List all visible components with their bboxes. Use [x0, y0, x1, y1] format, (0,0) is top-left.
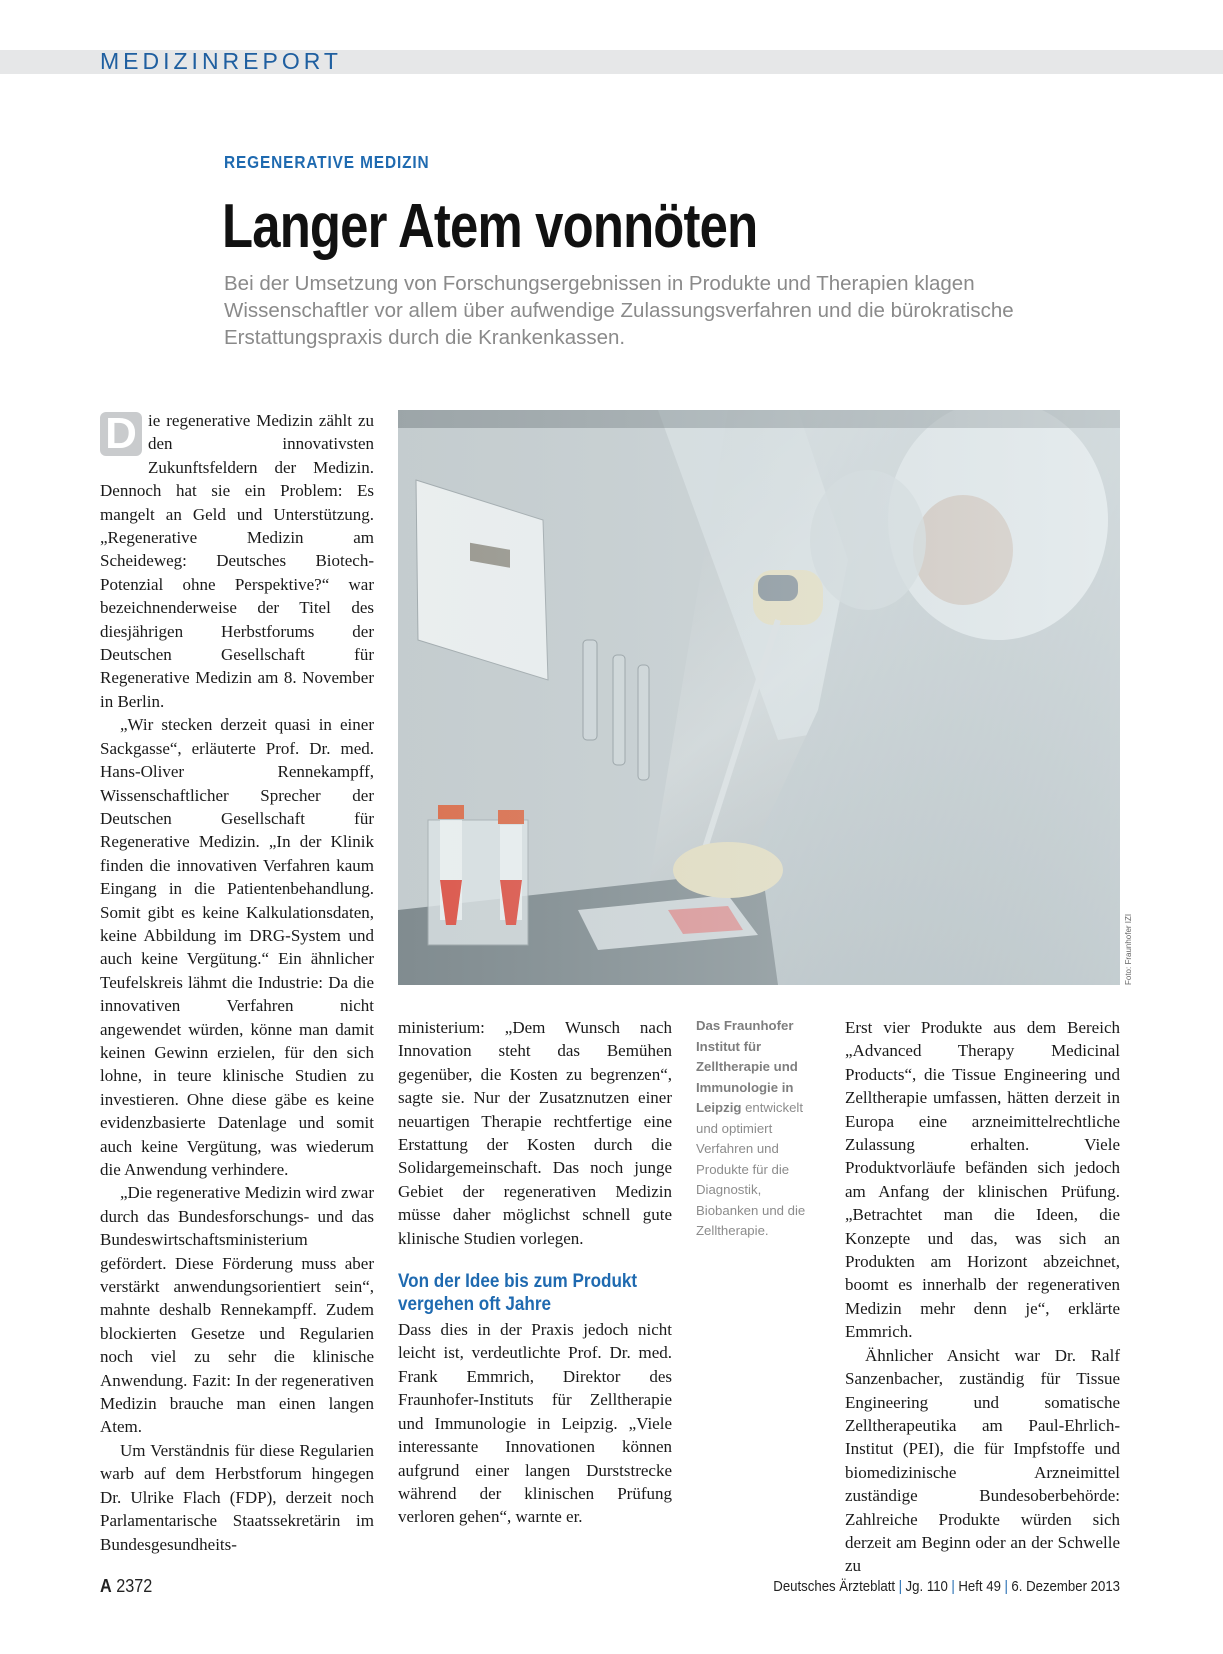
article-kicker: REGENERATIVE MEDIZIN	[224, 152, 430, 172]
journal-name: Deutsches Ärzteblatt	[773, 1578, 896, 1595]
lab-photo-illustration	[398, 410, 1120, 985]
journal-footer	[773, 1578, 1120, 1595]
text-column-2	[398, 1016, 672, 1529]
paragraph	[100, 409, 374, 713]
lab-photo	[398, 410, 1120, 985]
paragraph: Um Verständnis für diese Regularien warb auf dem Herbstforum hingegen Dr. Ulrike Flach (FDP), derzeit noch Parlamentarische Staatssekretärin im Bundesgesundheits-	[100, 1440, 374, 1554]
page-number-value: 2372	[116, 1576, 153, 1596]
paragraph-text: ie regenerative Medizin zählt zu den innovativsten Zukunftsfeldern der Medizin. Dennoch hat sie ein Problem: Es mangelt an Geld und Unterstützung. „Regenerative Medizin am Scheideweg: Deutsches Biotech-Potenzial ohne Perspektive?“ war bezeichnenderweise der Titel des diesjährigen Herbstforums der Deutschen Gesellschaft für Regenerative Medizin am 8. November in Berlin.	[100, 411, 374, 711]
photo-credit: Foto: Fraunhofer IZI	[1124, 913, 1133, 985]
caption-text: entwickelt und optimiert Verfahren und Produkte für die Diagnostik, Biobanken und die Zelltherapie.	[696, 1100, 806, 1238]
caption-bold: Das Fraunhofer Institut für Zelltherapie und Immunologie in Leipzig	[696, 1018, 798, 1115]
photo-caption	[696, 1016, 824, 1242]
paragraph: Erst vier Produkte aus dem Bereich „Advanced Therapy Medicinal Products“, die Tissue Engineering und Zelltherapie umfassen, hätten derzeit in Europa eine arzneimittelrechtliche Zulassung erhalten. Viele Produktvorläufe befänden sich jedoch am Anfang der klinischen Prüfung. „Betrachtet man die Ideen, die Konzepte und das, was sich an Produkten am Horizont abzeichnet, boomt es innerhalb der regenerativen Medizin mehr denn je“, erklärte Emmrich.	[845, 1018, 1120, 1342]
article-headline: Langer Atem vonnöten	[222, 192, 758, 261]
journal-volume: Jg. 110	[905, 1578, 948, 1595]
page-number	[100, 1576, 152, 1597]
text-column-4	[845, 1016, 1120, 1578]
article-lead: Bei der Umsetzung von Forschungsergebnissen in Produkte und Therapien klagen Wissenschaftler vor allem über aufwendige Zulassungsverfahren und die bürokratische Erstattungspraxis durch die Krankenkassen.	[224, 272, 1014, 349]
text-column-1	[100, 409, 374, 1556]
drop-cap: D	[100, 412, 142, 456]
subheading: Von der Idee bis zum Produkt vergehen oft Jahre	[398, 1271, 638, 1316]
paragraph: Dass dies in der Praxis jedoch nicht leicht ist, verdeutlichte Prof. Dr. med. Frank Emmrich, Direktor des Fraunhofer-Instituts für Zelltherapie und Immunologie in Leipzig. „Viele interessante Innovationen können aufgrund einer langen Durststrecke während der klinischen Prüfung verloren gehen“, warnte er.	[398, 1320, 672, 1527]
page-prefix: A	[100, 1576, 112, 1596]
separator: |	[951, 1578, 955, 1595]
journal-date: 6. Dezember 2013	[1011, 1578, 1120, 1595]
journal-issue: Heft 49	[958, 1578, 1001, 1595]
paragraph: „Die regenerative Medizin wird zwar durch das Bundesforschungs- und das Bundeswirtschaftsministerium gefördert. Diese Förderung muss aber verstärkt anwendungsorientiert sein“, mahnte deshalb Rennekampff. Zudem blockierten Gesetze und Regularien noch viel zu sehr die klinische Anwendung. Fazit: In der regenerativen Medizin brauche man einen langen Atem.	[100, 1183, 374, 1437]
paragraph: Ähnlicher Ansicht war Dr. Ralf Sanzenbacher, zuständig für Tissue Engineering und somatische Zelltherapeutika am Paul-Ehrlich-Institut (PEI), die für Impfstoffe und biomedizinische Arzneimittel zuständige Bundesoberbehörde: Zahlreiche Produkte würden sich derzeit am Beginn oder an der Schwelle zu	[845, 1345, 1120, 1576]
section-bar	[0, 50, 1223, 74]
section-label: MEDIZINREPORT	[100, 48, 342, 74]
paragraph: „Wir stecken derzeit quasi in einer Sackgasse“, erläuterte Prof. Dr. med. Hans-Oliver Rennekampff, Wissenschaftlicher Sprecher der Deutschen Gesellschaft für Regenerative Medizin. „In der Klinik finden die innovativen Verfahren kaum Eingang in die Patientenbehandlung. Somit gibt es keine Kalkulationsdaten, keine Abbildung im DRG-System und auch keine Vergütung.“ Ein ähnlicher Teufelskreis lähmt die Industrie: Da die innovativen Verfahren nicht angewendet würden, könne man damit keinen Gewinn erzielen, für den sich lohne, in teure klinische Studien zu investieren. Ohne diese gäbe es keine evidenzbasierte Datenlage und somit auch keine Vergütung, was wiederum die Anwendung verhindere.	[100, 715, 374, 1179]
paragraph: ministerium: „Dem Wunsch nach Innovation steht das Bemühen gegenüber, die Kosten zu begrenzen“, sagte sie. Nur der Zusatznutzen einer neuartigen Therapie rechtfertige eine Erstattung der Kosten durch die Solidargemeinschaft. Das noch junge Gebiet der regenerativen Medizin müsse daher möglichst schnell gute klinische Studien vorlegen.	[398, 1018, 672, 1248]
separator: |	[1004, 1578, 1008, 1595]
separator: |	[898, 1578, 903, 1595]
